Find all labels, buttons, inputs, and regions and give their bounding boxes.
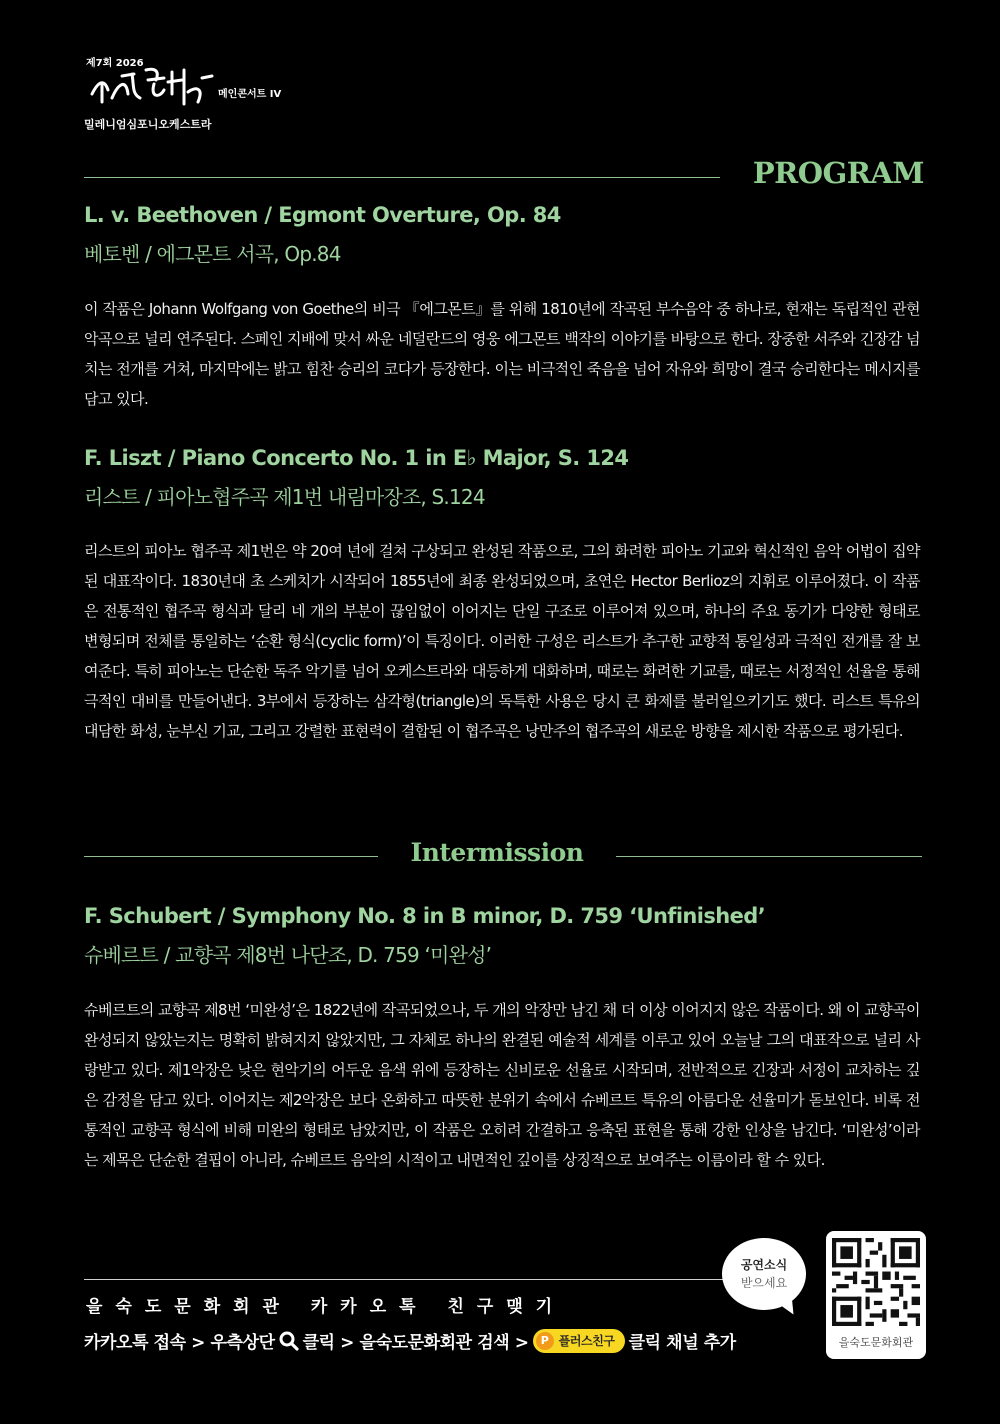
piece-1-description: 이 작품은 Johann Wolfgang von Goethe의 비극 『에그몬트』를 위해 1810년에 작곡된 부수음악 중 하나로, 현재는 독립적인 관현악곡으로 널리 연주된다. 스페인 지배에 맞서 싸운 네덜란드의 영웅 에그몬트 백작의 이야기를 바탕으로 한다. 장중한 서주와 긴장감 넘치는 전개를 거쳐, 마지막에는 밝고 힘찬 승리의 코다가 등장한다. 이는 비극적인 죽음을 넘어 자유와 희망이 결국 승리한다는 메시지를 담고 있다. xyxy=(84,300,920,408)
piece-2-description: 리스트의 피아노 협주곡 제1번은 약 20여 년에 걸쳐 구상되고 완성된 작품으로, 그의 화려한 피아노 기교와 혁신적인 음악 어법이 집약된 대표작이다. 1830년대 초 스케치가 시작되어 1855년에 최종 완성되었으며, 초연은 Hector Berlioz의 지휘로 이루어졌다. 이 작품은 전통적인 협주곡 형식과 달리 네 개의 부분이 끊임없이 이어지는 단일 구조로 이루어져 있으며, 하나의 주요 동기가 다양한 형태로 변형되며 전체를 통일하는 ‘순환 형식(cyclic form)’이 특징이다. 이러한 구성은 리스트가 추구한 교향적 통일성과 극적인 전개를 잘 보여준다. 특히 피아노는 단순한 독주 악기를 넘어 오케스트라와 대등하게 대화하며, 때로는 화려한 기교를, 때로는 서정적인 선율을 통해 극적인 대비를 만들어낸다. 3부에서 등장하는 삼각형(triangle)의 독특한 사용은 당시 큰 화제를 불러일으키기도 했다. 리스트 특유의 대담한 화성, 눈부신 기교, 그리고 강렬한 표현력이 결합된 이 협주곡은 낭만주의 협주곡의 새로운 방향을 제시한 작품으로 평가된다. xyxy=(84,542,920,740)
piece-2-title-ko: 리스트 / 피아노협주곡 제1번 내림마장조, S.124 xyxy=(84,485,485,509)
steps-part-3: 클릭 채널 추가 xyxy=(628,1333,736,1353)
bubble-line-1: 공연소식 xyxy=(740,1258,788,1272)
kakao-friends-heading: 을숙도문화회관 카카오톡 친구맺기 xyxy=(86,1297,566,1317)
qr-label: 을숙도문화회관 xyxy=(838,1336,914,1349)
program-divider xyxy=(84,177,720,178)
festival-script-logo xyxy=(88,64,218,118)
intermission-divider-left xyxy=(84,856,378,857)
plus-friend-badge xyxy=(533,1329,625,1353)
steps-part-2: 클릭 > 을숙도문화회관 검색 > xyxy=(302,1333,529,1353)
intermission-heading: Intermission xyxy=(410,838,584,867)
festival-logo xyxy=(84,52,314,132)
piece-3-title-ko: 슈베르트 / 교향곡 제8번 나단조, D. 759 ‘미완성’ xyxy=(84,943,492,967)
speech-bubble xyxy=(722,1238,806,1310)
piece-2-title-en: F. Liszt / Piano Concerto No. 1 in E♭ Major, S. 124 xyxy=(84,446,629,470)
plus-friend-label: 플러스친구 xyxy=(558,1334,615,1348)
search-icon xyxy=(279,1331,299,1351)
bubble-line-2: 받으세요 xyxy=(740,1276,788,1290)
footer-divider xyxy=(84,1279,724,1280)
piece-1-title-ko: 베토벤 / 에그몬트 서곡, Op.84 xyxy=(84,242,341,266)
festival-calligraphy-logo xyxy=(88,64,218,114)
piece-3-description: 슈베르트의 교향곡 제8번 ‘미완성’은 1822년에 작곡되었으나, 두 개의 악장만 남긴 채 더 이상 이어지지 않은 작품이다. 왜 이 교향곡이 완성되지 않았는지는 명확히 밝혀지지 않았지만, 그 자체로 하나의 완결된 예술적 세계를 이루고 있어 오늘날 그의 대표작으로 널리 사랑받고 있다. 제1악장은 낮은 현악기의 어두운 음색 위에 등장하는 신비로운 선율로 시작되며, 전반적으로 긴장과 서정이 교차하는 깊은 감정을 담고 있다. 이어지는 제2악장은 보다 온화하고 따뜻한 분위기 속에서 슈베르트 특유의 아름다운 선율미가 돋보인다. 비록 전통적인 교향곡 형식에 비해 미완의 형태로 남았지만, 이 작품은 오히려 간결하고 응축된 표현을 통해 강한 인상을 남긴다. ‘미완성’이라는 제목은 단순한 결핍이 아니라, 슈베르트 음악의 시적이고 내면적인 깊이를 상징적으로 보여주는 이름이라 할 수 있다. xyxy=(84,1001,920,1169)
piece-3-title-en: F. Schubert / Symphony No. 8 in B minor, D. 759 ‘Unfinished’ xyxy=(84,904,766,928)
qr-code-icon xyxy=(832,1238,920,1326)
program-title: PROGRAM xyxy=(752,156,924,190)
plus-friend-icon: P xyxy=(536,1332,554,1350)
steps-part-1: 카카오톡 접속 > 우측상단 xyxy=(84,1333,275,1353)
kakao-steps xyxy=(84,1328,736,1353)
intermission-divider-right xyxy=(616,856,922,857)
concert-series: 메인콘서트 IV xyxy=(218,89,282,100)
festival-edition: 제7회 2026 xyxy=(86,58,144,69)
piece-1-title-en: L. v. Beethoven / Egmont Overture, Op. 84 xyxy=(84,203,561,227)
orchestra-name: 밀레니엄심포니오케스트라 xyxy=(84,118,212,131)
qr-code-card[interactable] xyxy=(826,1231,926,1359)
